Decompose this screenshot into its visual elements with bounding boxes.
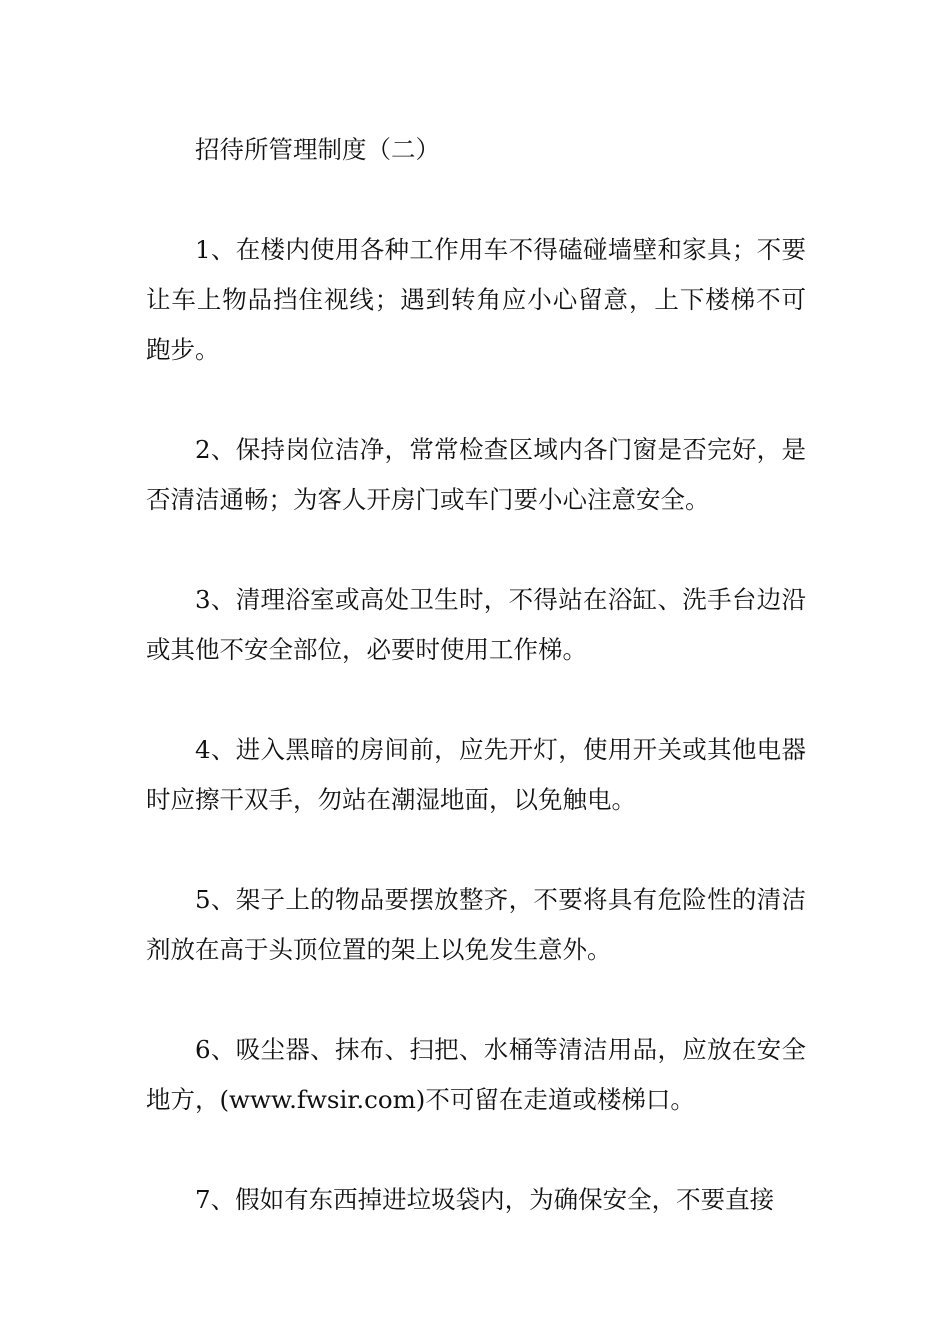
document-title: 招待所管理制度（二） [195, 135, 440, 164]
paragraph-7: 7、假如有东西掉进垃圾袋内，为确保安全，不要直接 [195, 1185, 775, 1214]
paragraph-4: 4、进入黑暗的房间前，应先开灯，使用开关或其他电器时应擦干双手，勿站在潮湿地面，以免触电。 [146, 735, 806, 814]
paragraph-2: 2、保持岗位洁净，常常检查区域内各门窗是否完好，是否清洁通畅；为客人开房门或车门要小心注意安全。 [146, 435, 806, 514]
paragraph-6: 6、吸尘器、抹布、扫把、水桶等清洁用品，应放在安全地方，(www.fwsir.com)不可留在走道或楼梯口。 [146, 1035, 806, 1114]
paragraph-3: 3、清理浴室或高处卫生时，不得站在浴缸、洗手台边沿或其他不安全部位，必要时使用工作梯。 [146, 585, 806, 664]
paragraph-1: 1、在楼内使用各种工作用车不得磕碰墙壁和家具；不要让车上物品挡住视线；遇到转角应小心留意，上下楼梯不可跑步。 [146, 235, 806, 364]
paragraph-5: 5、架子上的物品要摆放整齐，不要将具有危险性的清洁剂放在高于头顶位置的架上以免发生意外。 [146, 885, 806, 964]
